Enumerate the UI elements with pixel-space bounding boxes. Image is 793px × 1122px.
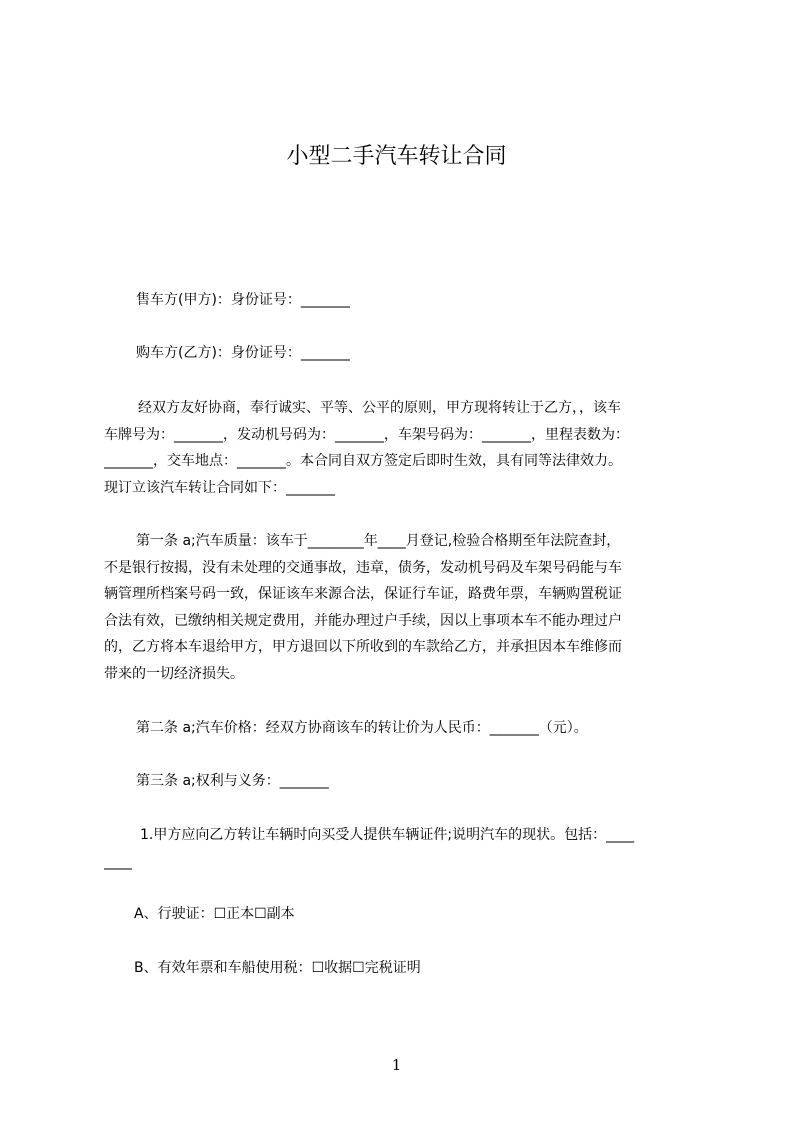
- intro-paragraph: [104, 395, 700, 501]
- item-a-license: A、行驶证：☐正本☐副本: [134, 906, 295, 922]
- intro-line: 现订立该汽车转让合同如下：_______: [104, 479, 335, 496]
- page-number: 1: [391, 1056, 402, 1074]
- article-3: 第三条 a;权利与义务：_______: [136, 773, 329, 789]
- article-1: [104, 528, 700, 687]
- item-1-line: 1.甲方应向乙方转让车辆时向买受人提供车辆证件;说明汽车的现状。包括：____: [140, 827, 635, 843]
- article-1-line: 第一条 a;汽车质量：该车于________年____月登记,检验合格期至年法院查封，: [136, 533, 621, 549]
- seller-line: 售车方(甲方)：身份证号：_______: [136, 292, 350, 308]
- document-title: 小型二手汽车转让合同: [286, 144, 507, 169]
- article-1-line: 的，乙方将本车退给甲方，甲方退回以下所收到的车款给乙方，并承担因本车维修而: [104, 639, 622, 655]
- article-1-line: 辆管理所档案号码一致，保证该车来源合法，保证行车证，路费年票，车辆购置税证: [104, 586, 622, 602]
- article-1-line: 合法有效，已缴纳相关规定费用，并能办理过户手续，因以上事项本车不能办理过户: [104, 612, 622, 629]
- item-b-annual-ticket: B、有效年票和车船使用税：☐收据☐完税证明: [134, 960, 421, 976]
- intro-line: 经双方友好协商，奉行诚实、平等、公平的原则，甲方现将转让于乙方，，该车: [138, 400, 621, 416]
- item-1-line: ____: [104, 853, 132, 870]
- article-1-line: 不是银行按揭，没有未处理的交通事故，违章，债务，发动机号码及车架号码能与车: [104, 559, 622, 576]
- intro-line: _______，交车地点：_______。本合同自双方签定后即时生效，具有同等法律效力。: [104, 453, 622, 469]
- intro-line: 车牌号为：_______，发动机号码为：_______，车架号码为：_______，里程表数为：: [104, 426, 629, 443]
- article-2: 第二条 a;汽车价格：经双方协商该车的转让价为人民币：_______（元）。: [136, 720, 588, 736]
- buyer-line: 购车方(乙方)：身份证号：_______: [136, 345, 350, 361]
- article-1-line: 带来的一切经济损失。: [104, 665, 244, 682]
- item-1: [104, 822, 700, 875]
